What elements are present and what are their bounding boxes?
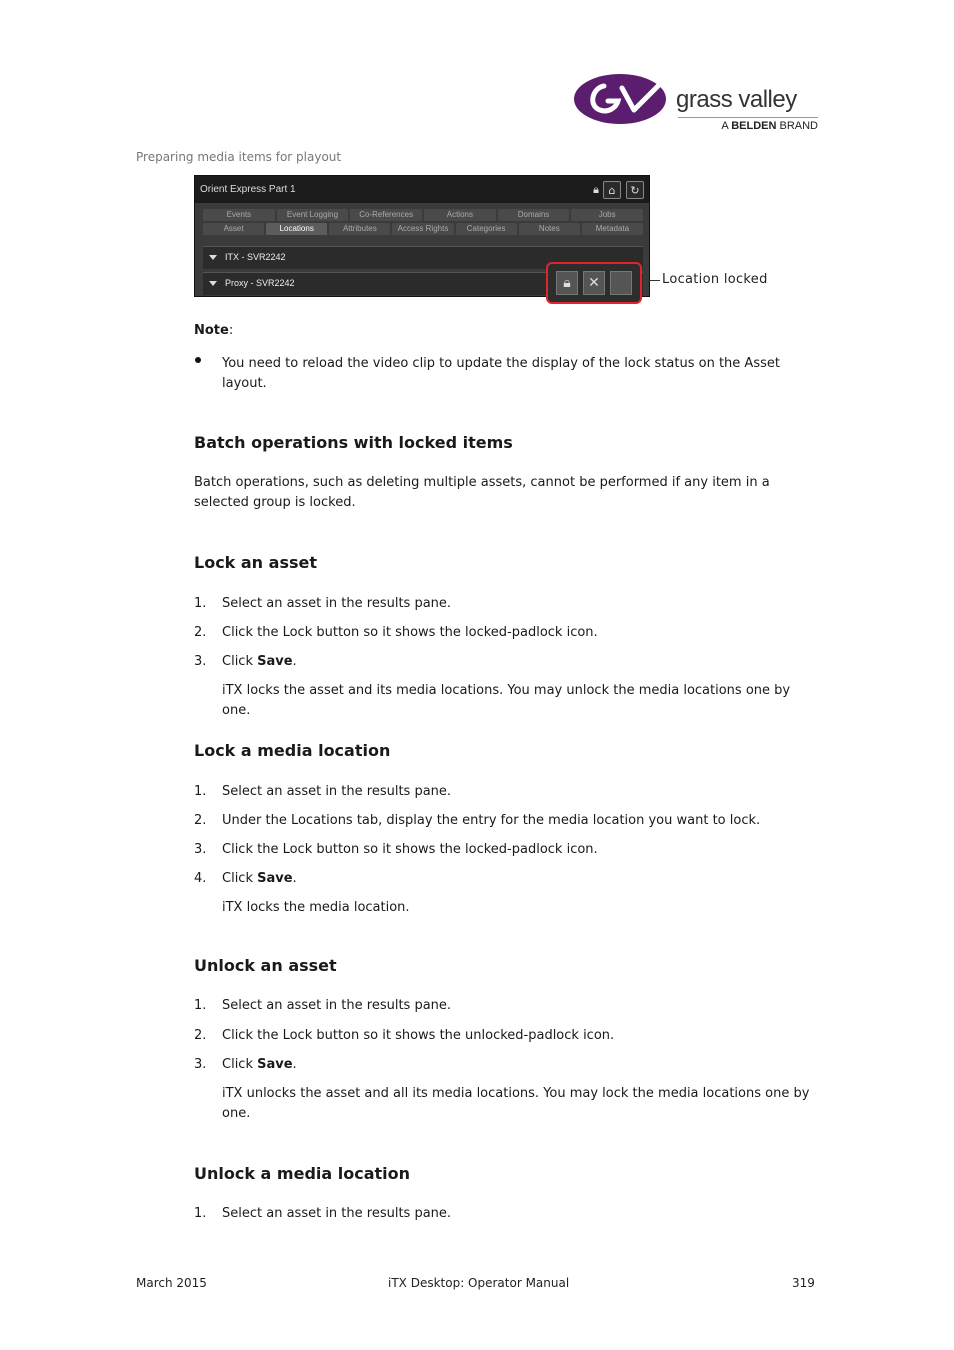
tab-row-top	[203, 209, 643, 221]
tab-notes: Notes	[519, 223, 580, 235]
step-text: Click Save.	[222, 871, 297, 886]
step-text: Under the Locations tab, display the entry for the media location you want to lock.	[222, 813, 761, 828]
tab-locations: Locations	[266, 223, 327, 235]
heading-batch-operations: Batch operations with locked items	[194, 433, 513, 452]
batch-body: Batch operations, such as deleting multiple assets, cannot be performed if any item in a selected group is locked.	[194, 475, 770, 510]
footer-page-number: 319	[792, 1276, 815, 1290]
step-result: iTX unlocks the asset and all its media locations. You may lock the media locations one by one.	[222, 1086, 810, 1121]
step-text: Select an asset in the results pane.	[222, 784, 452, 799]
location-name: ITX - SVR2242	[225, 252, 286, 262]
screenshot-title-bar	[195, 176, 649, 203]
step-result: iTX locks the media location.	[222, 900, 410, 915]
note-label: Note:	[194, 323, 234, 338]
expand-arrow-icon	[209, 255, 217, 260]
callout-label: Location locked	[662, 272, 768, 287]
heading-unlock-media-location: Unlock a media location	[194, 1164, 411, 1183]
footer-title: iTX Desktop: Operator Manual	[388, 1276, 570, 1290]
tab-co-references: Co-References	[350, 209, 422, 221]
brand-subtitle: A BELDEN BRAND	[721, 120, 818, 132]
step-number: 3.	[194, 1057, 207, 1072]
step-number: 4.	[194, 871, 207, 886]
step-number: 2.	[194, 813, 207, 828]
expand-arrow-icon	[209, 281, 217, 286]
location-name: Proxy - SVR2242	[225, 278, 295, 288]
step-text: Select an asset in the results pane.	[222, 1206, 452, 1221]
tab-metadata: Metadata	[582, 223, 643, 235]
lock-icon: 🔒︎	[593, 183, 599, 196]
screenshot-window-title: Orient Express Part 1	[200, 184, 296, 195]
tab-actions: Actions	[424, 209, 496, 221]
brand-divider	[678, 117, 818, 118]
bullet-icon	[195, 357, 201, 363]
tab-attributes: Attributes	[329, 223, 390, 235]
step-number: 1.	[194, 596, 207, 611]
step-text: Select an asset in the results pane.	[222, 998, 452, 1013]
step-text: Click the Lock button so it shows the unlocked-padlock icon.	[222, 1028, 615, 1043]
step-number: 3.	[194, 842, 207, 857]
delete-icon: ✕	[583, 271, 605, 295]
tab-row-bottom	[203, 223, 643, 235]
tab-jobs: Jobs	[571, 209, 643, 221]
step-text: Click Save.	[222, 654, 297, 669]
tab-categories: Categories	[456, 223, 517, 235]
step-number: 1.	[194, 784, 207, 799]
tab-events: Events	[203, 209, 275, 221]
step-text: Select an asset in the results pane.	[222, 596, 452, 611]
heading-unlock-asset: Unlock an asset	[194, 956, 337, 975]
padlock-icon: 🔒︎	[556, 271, 578, 295]
grass-valley-logo-icon	[574, 72, 678, 126]
step-number: 1.	[194, 998, 207, 1013]
location-locked-highlight	[546, 262, 642, 304]
tab-event-logging: Event Logging	[277, 209, 349, 221]
tab-asset: Asset	[203, 223, 264, 235]
callout-leader	[648, 280, 660, 281]
step-number: 2.	[194, 625, 207, 640]
step-number: 3.	[194, 654, 207, 669]
brand-name: grass valley	[676, 86, 797, 113]
step-result: iTX locks the asset and its media locations. You may unlock the media locations one by one.	[222, 683, 791, 718]
footer-date: March 2015	[136, 1276, 207, 1290]
step-number: 2.	[194, 1028, 207, 1043]
heading-lock-asset: Lock an asset	[194, 553, 317, 572]
step-text: Click the Lock button so it shows the locked-padlock icon.	[222, 842, 598, 857]
heading-lock-media-location: Lock a media location	[194, 741, 391, 760]
running-head: Preparing media items for playout	[136, 150, 342, 164]
step-text: Click the Lock button so it shows the locked-padlock icon.	[222, 625, 598, 640]
home-lock-icon: ⌂	[603, 181, 621, 199]
tab-domains: Domains	[498, 209, 570, 221]
refresh-icon: ↻	[626, 181, 644, 199]
tab-access-rights: Access Rights	[392, 223, 453, 235]
step-text: Click Save.	[222, 1057, 297, 1072]
blank-icon	[610, 271, 632, 295]
step-number: 1.	[194, 1206, 207, 1221]
note-bullet: You need to reload the video clip to update the display of the lock status on the Asset layout.	[222, 356, 780, 391]
